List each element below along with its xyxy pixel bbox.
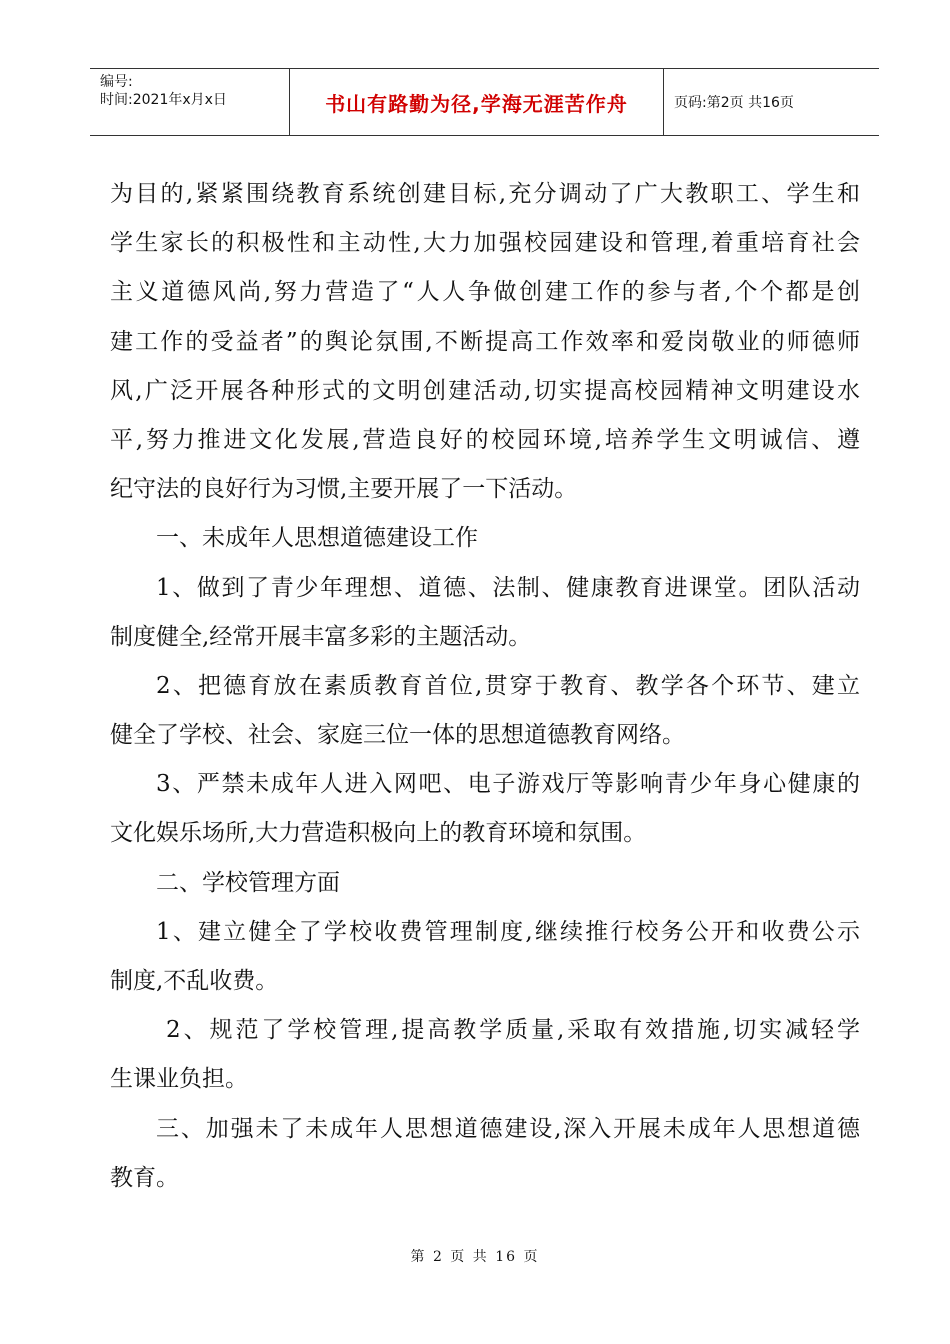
text-line: 3、严禁未成年人进入网吧、电子游戏厅等影响青少年身心健康的 bbox=[156, 771, 860, 798]
text-line: 2、把德育放在素质教育首位,贯穿于教育、教学各个环节、建立 bbox=[156, 672, 860, 699]
motto-text: 书山有路勤为径,学海无涯苦作舟 bbox=[325, 91, 628, 116]
text-line: 生课业负担。 bbox=[110, 1066, 248, 1093]
page-footer: 第 2 页 共 16 页 bbox=[410, 1249, 540, 1265]
document-body bbox=[110, 170, 860, 1203]
text-line: 制度,不乱收费。 bbox=[110, 968, 279, 994]
time-label: 时间:2021年x月x日 bbox=[100, 92, 227, 108]
header-meta-cell bbox=[90, 69, 290, 135]
header-motto-cell bbox=[290, 69, 664, 135]
page-info: 页码:第2页 共16页 bbox=[674, 95, 794, 111]
document-header bbox=[90, 68, 879, 136]
text-line: 1、做到了青少年理想、道德、法制、健康教育进课堂。团队活动 bbox=[156, 574, 860, 601]
text-line: 制度健全,经常开展丰富多彩的主题活动。 bbox=[110, 623, 532, 650]
text-line: 平,努力推进文化发展,营造良好的校园环境,培养学生文明诚信、遵 bbox=[110, 426, 860, 453]
text-line: 1、建立健全了学校收费管理制度,继续推行校务公开和收费公示 bbox=[156, 918, 860, 945]
header-page-cell bbox=[664, 69, 879, 135]
text-line: 主义道德风尚,努力营造了“人人争做创建工作的参与者,个个都是创 bbox=[110, 279, 860, 306]
text-line: 风,广泛开展各种形式的文明创建活动,切实提高校园精神文明建设水 bbox=[110, 377, 860, 404]
text-line: 2、规范了学校管理,提高教学质量,采取有效措施,切实减轻学 bbox=[166, 1017, 860, 1044]
text-line: 健全了学校、社会、家庭三位一体的思想道德教育网络。 bbox=[110, 722, 685, 749]
text-line: 教育。 bbox=[110, 1164, 179, 1191]
text-line: 二、学校管理方面 bbox=[156, 869, 340, 896]
text-line: 纪守法的良好行为习惯,主要开展了一下活动。 bbox=[110, 476, 578, 503]
text-line: 文化娱乐场所,大力营造积极向上的教育环境和氛围。 bbox=[110, 820, 647, 847]
text-line: 为目的,紧紧围绕教育系统创建目标,充分调动了广大教职工、学生和 bbox=[110, 181, 860, 207]
text-line: 建工作的受益者”的舆论氛围,不断提高工作效率和爱岗敬业的师德师 bbox=[110, 328, 860, 355]
text-line: 三、加强未了未成年人思想道德建设,深入开展未成年人思想道德 bbox=[156, 1115, 860, 1142]
text-line: 学生家长的积极性和主动性,大力加强校园建设和管理,着重培育社会 bbox=[110, 230, 860, 257]
text-line: 一、未成年人思想道德建设工作 bbox=[156, 525, 478, 552]
number-label: 编号: bbox=[100, 74, 133, 90]
